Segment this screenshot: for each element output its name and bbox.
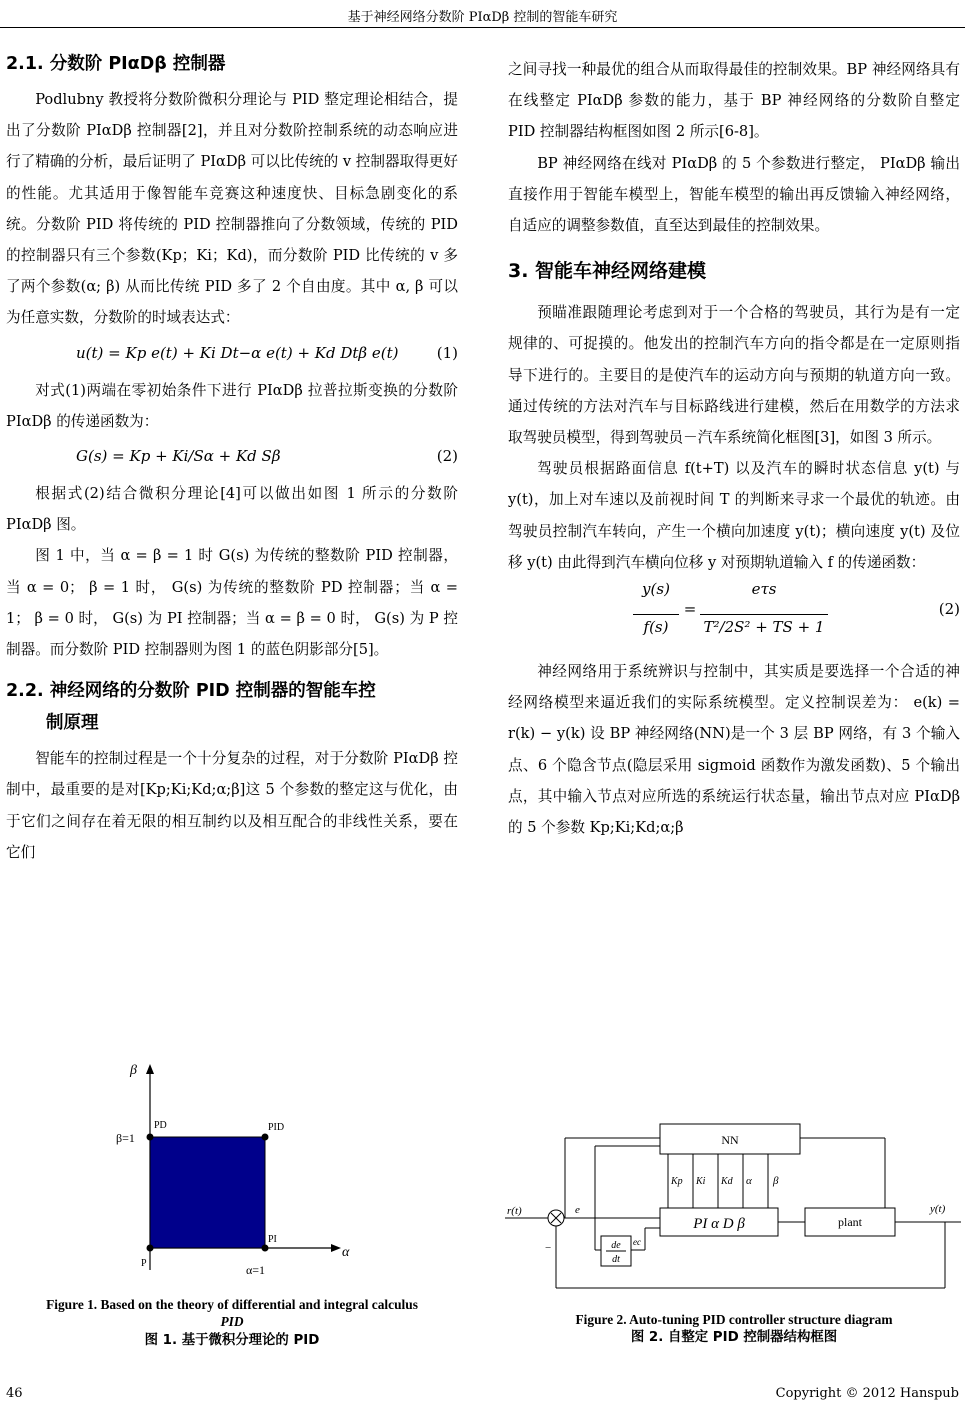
equation-3-lhs-bar: [633, 614, 679, 615]
figure-2-label-alpha: α: [746, 1175, 752, 1187]
figure-1-diagram: [90, 1060, 380, 1285]
figure-1-point-pid: [262, 1134, 269, 1141]
figure-1-fractional-region: [150, 1137, 265, 1248]
equation-3: [508, 578, 960, 656]
figure-2-label-kd: Kd: [721, 1176, 733, 1187]
left-column: [6, 38, 458, 868]
figure-2-caption: [508, 1311, 960, 1346]
figure-2-controller-label: PI α D β: [693, 1216, 745, 1232]
equation-3-rhs-numerator: eτs: [751, 580, 777, 599]
section-2-2-title-line2: 制原理: [46, 713, 99, 734]
section-2-1-para-1: Podlubny 教授将分数阶微积分理论与 PID 整定理论相结合，提出了分数阶 PIαDβ 控制器[2]，并且对分数阶控制系统的动态响应进行了精确的分析，最后证明了 PIαDβ 可以比传统的 v 控制器取得更好的性能。尤其适用于像智能车竞赛这种速度快、目标急剧变化的系统。分数阶 PID 将传统的 PID 控制器推向了分数领域，传统的 PID 的控制器只有三个参数(Kp；Ki；Kd)，而分数阶 PID 比传统的 v 多了两个参数(α; β) 从而比传统 PID 多了 2 个自由度。其中 α, β 可以为任意实数，分数阶的时域表达式：: [6, 91, 458, 327]
right-column: [508, 38, 960, 843]
equation-1-body: u(t) = Kp e(t) + Ki Dt−α e(t) + Kd Dtβ e(t): [76, 343, 399, 362]
figure-2-label-kp: Kp: [671, 1176, 683, 1187]
figure-1-label-alpha-axis: α: [342, 1245, 350, 1260]
header-rule: [0, 27, 965, 28]
figure-2-label-dt: dt: [612, 1254, 620, 1265]
section-3-title: 3. 智能车神经网络建模: [508, 260, 707, 283]
figure-2-label-y: y(t): [930, 1203, 946, 1215]
equation-3-lhs-numerator: y(s): [642, 580, 670, 599]
section-2-1-para-4: 图 1 中，当 α = β = 1 时 G(s) 为传统的整数阶 PID 控制器，当 α = 0； β = 1 时， G(s) 为传统的整数阶 PD 控制器；当 α = 1； β = 0 时， G(s) 为 PI 控制器；当 α = β = 0 时， G(s) 为 P 控制器。而分数阶 PID 控制器则为图 1 的蓝色阴影部分[5]。: [6, 547, 458, 659]
figure-2-label-de: de: [611, 1240, 621, 1251]
figure-2-label-beta: β: [773, 1175, 779, 1187]
figure-1-label-p: P: [141, 1258, 147, 1269]
figure-2-label-r: r(t): [507, 1205, 522, 1217]
page-number: 46: [6, 1386, 23, 1401]
right-para-2: BP 神经网络在线对 PIαDβ 的 5 个参数进行整定， PIαDβ 输出直接作用于智能车模型上，智能车模型的输出再反馈输入神经网络，自适应的调整参数值，直至达到最佳的控制效果。: [508, 154, 960, 235]
copyright: Copyright © 2012 Hanspub: [775, 1386, 959, 1401]
equation-1: [6, 338, 458, 369]
figure-2-label-minus: −: [545, 1242, 552, 1254]
section-2-2-para-1: 智能车的控制过程是一个十分复杂的过程，对于分数阶 PIαDβ 控制中，最重要的是对[Kp;Ki;Kd;α;β]这 5 个参数的整定这与优化，由于它们之间存在着无限的相互制约以及相互配合的非线性关系，要在它们: [6, 750, 458, 861]
figure-1-x-arrow: [331, 1244, 341, 1252]
section-2-2-title-line1: 2.2. 神经网络的分数阶 PID 控制器的智能车控: [6, 681, 376, 702]
section-3-para-3: 神经网络用于系统辨识与控制中，其实质是要选择一个合适的神经网络模型来逼近我们的实际系统模型。定义控制误差为： e(k) = r(k) − y(k) 设 BP 神经网络(NN)是一个 3 层 BP 网络，有 3 个输入点、6 个隐含节点(隐层采用 sigmoid 函数作为激发函数)、5 个输出点，其中输入节点对应所选的系统运行状态量，输出节点对应 PIαDβ 的 5 个参数 Kp;Ki;Kd;α;β: [508, 663, 960, 837]
section-2-1-title: 2.1. 分数阶 PIαDβ 控制器: [6, 54, 226, 74]
figure-2-plant-label: plant: [838, 1215, 862, 1229]
equation-2-body: G(s) = Kp + Ki/Sα + Kd Sβ: [76, 447, 281, 466]
figure-2-diagram: [505, 1116, 963, 1298]
figure-1-caption-en-1: Figure 1. Based on the theory of differential and integral calculus: [46, 1297, 418, 1312]
equation-3-lhs-denominator: f(s): [643, 618, 669, 637]
section-2-2-title: [6, 675, 458, 739]
figure-1-label-beta1: β=1: [116, 1131, 135, 1145]
section-2-1-para-2: 对式(1)两端在零初始条件下进行 PIαDβ 拉普拉斯变换的分数阶 PIαDβ 的传递函数为：: [6, 381, 458, 430]
figure-2-label-ki: Ki: [696, 1176, 706, 1187]
figure-1-caption: [6, 1296, 458, 1349]
figure-2-label-e: e: [575, 1204, 580, 1216]
figure-2-label-ec: ec: [633, 1237, 641, 1247]
equation-1-number: (1): [436, 343, 458, 362]
figure-1-point-pd: [147, 1134, 154, 1141]
figure-2-caption-en: Figure 2. Auto-tuning PID controller structure diagram: [575, 1312, 893, 1327]
equation-2: [6, 441, 458, 472]
figure-1-label-pd: PD: [154, 1120, 167, 1131]
figure-1-label-alpha1: α=1: [246, 1263, 266, 1277]
running-header: 基于神经网络分数阶 PIαDβ 控制的智能车研究: [347, 10, 618, 25]
section-2-1-para-3: 根据式(2)结合微积分理论[4]可以做出如图 1 所示的分数阶 PIαDβ 图。: [6, 485, 458, 534]
equation-3-rhs-denominator: T²/2S² + TS + 1: [703, 618, 825, 637]
equation-2-number: (2): [436, 447, 458, 466]
figure-2-nn-label: NN: [721, 1133, 739, 1147]
section-3-para-1: 预瞄准跟随理论考虑到对于一个合格的驾驶员，其行为是有一定规律的、可捉摸的。他发出的控制汽车方向的指令都是在一定原则指导下进行的。主要目的是使汽车的运动方向与预期的轨道方向一致。通过传统的方法对汽车与目标路线进行建模，然后在用数学的方法求取驾驶员模型，得到驾驶员－汽车系统简化框图[3]，如图 3 所示。: [508, 304, 960, 447]
figure-1-label-pid: PID: [268, 1122, 285, 1133]
equation-3-number: (2): [938, 600, 960, 619]
figure-2-caption-zh: 图 2. 自整定 PID 控制器结构框图: [630, 1330, 838, 1345]
figure-1-label-beta-axis: β: [130, 1063, 137, 1078]
figure-1-caption-zh: 图 1. 基于微积分理论的 PID: [144, 1333, 320, 1348]
figure-1-label-pi: PI: [268, 1234, 277, 1245]
figure-1-y-arrow: [146, 1064, 154, 1074]
figure-1-caption-en-2: PID: [220, 1314, 244, 1329]
figure-1-point-p: [147, 1245, 154, 1252]
section-3-para-2: 驾驶员根据路面信息 f(t+T) 以及汽车的瞬时状态信息 y(t) 与 y(t)，加上对车速以及前视时间 T 的判断来寻求一个最优的轨迹。由驾驶员控制汽车转向，产生一个横向加速度 y(t)；横向速度 y(t) 及位移 y(t) 由此得到汽车横向位移 y 对预期轨道输入 f 的传递函数：: [508, 460, 960, 571]
equation-3-rhs-bar: [700, 614, 828, 615]
right-para-1: 之间寻找一种最优的组合从而取得最佳的控制效果。BP 神经网络具有在线整定 PIαDβ 参数的能力，基于 BP 神经网络的分数阶自整定 PID 控制器结构框图如图 2 所示[6-8]。: [508, 61, 960, 141]
equation-3-equals: =: [683, 600, 697, 619]
figure-1-point-pi: [262, 1245, 269, 1252]
